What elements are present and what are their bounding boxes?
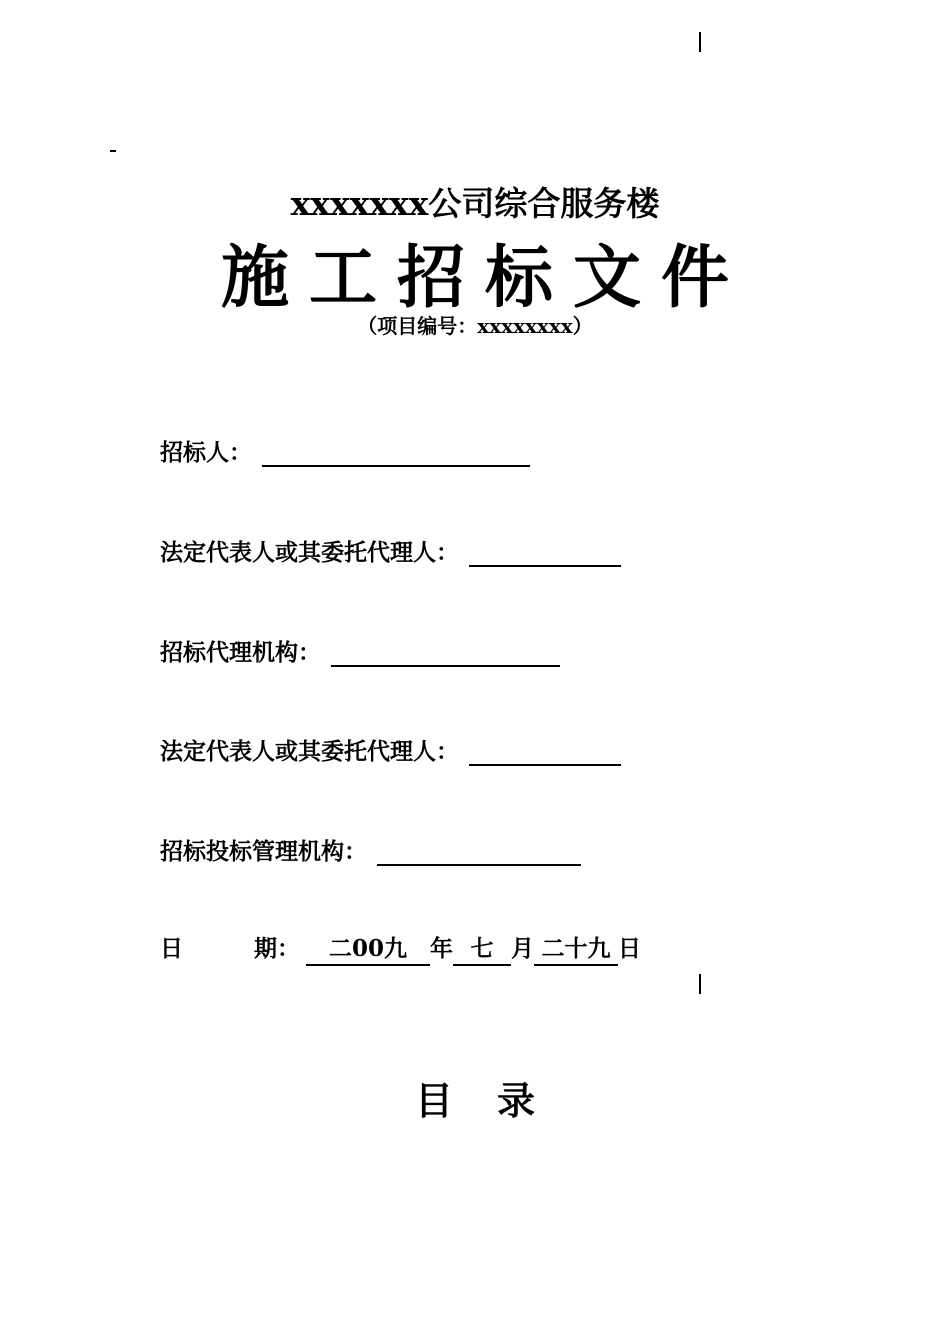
margin-mark-top-left: [110, 150, 116, 152]
fill-in-line: [377, 840, 581, 866]
field-tender-agency: [160, 634, 560, 667]
date-year-unit: 年: [430, 935, 453, 962]
company-line: xxxxxxx公司综合服务楼: [290, 184, 660, 223]
field-label: 法定代表人或其委托代理人：: [160, 539, 459, 566]
toc-heading-char-2: 录: [497, 1078, 536, 1123]
fill-in-line: [262, 441, 530, 467]
margin-mark-top-right: [699, 32, 701, 52]
date-year: 二00九: [306, 930, 430, 966]
field-agency-legal-representative: [160, 733, 621, 766]
date-row: [160, 930, 641, 966]
date-label-left: 日: [160, 935, 183, 962]
field-label: 招标代理机构：: [160, 639, 321, 666]
date-label-right: 期：: [254, 935, 300, 962]
fill-in-line: [469, 541, 621, 567]
field-label: 招标人：: [160, 439, 252, 466]
field-tender-management: [160, 833, 581, 866]
toc-heading: [0, 1070, 950, 1125]
field-tenderer: [160, 434, 530, 467]
date-day-unit: 日: [618, 935, 641, 962]
margin-mark-bottom-right: [699, 974, 701, 994]
date-month: 七: [453, 930, 511, 966]
project-number: （项目编号：xxxxxxxx）: [357, 314, 593, 338]
field-label: 法定代表人或其委托代理人：: [160, 738, 459, 765]
field-legal-representative: [160, 534, 621, 567]
document-title: 施工招标文件: [220, 238, 749, 318]
fill-in-line: [469, 740, 621, 766]
toc-heading-char-1: 目: [414, 1078, 453, 1123]
date-day: 二十九: [534, 930, 618, 966]
field-label: 招标投标管理机构：: [160, 838, 367, 865]
fill-in-line: [331, 641, 560, 667]
date-month-unit: 月: [511, 935, 534, 962]
